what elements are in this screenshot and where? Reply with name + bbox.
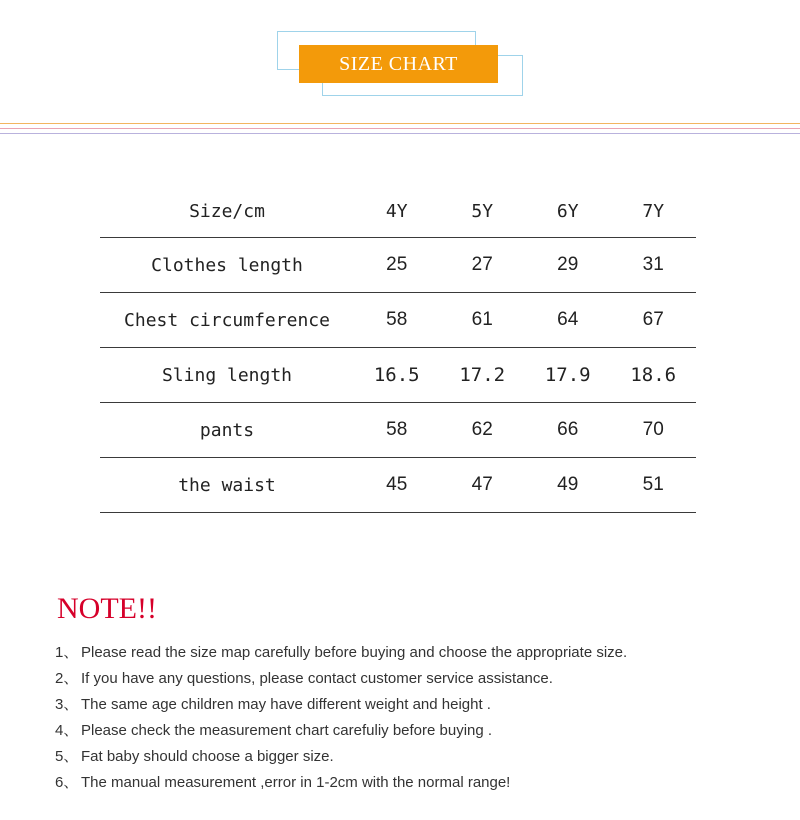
- table-row: [100, 348, 696, 403]
- cell-value: 51: [611, 458, 697, 513]
- note-text: Fat baby should choose a bigger size.: [81, 748, 334, 765]
- list-item: [55, 770, 627, 796]
- header-6y: 6Y: [525, 185, 611, 238]
- size-table: [100, 185, 696, 513]
- cell-value: 29: [525, 238, 611, 293]
- cell-value: 49: [525, 458, 611, 513]
- list-item: [55, 666, 627, 692]
- cell-value: 17.2: [440, 348, 526, 403]
- header-7y: 7Y: [611, 185, 697, 238]
- note-text: Please read the size map carefully before buying and choose the appropriate size.: [81, 644, 628, 661]
- note-number: 5、: [55, 748, 79, 765]
- note-number: 3、: [55, 696, 79, 713]
- note-text: The same age children may have different weight and height .: [81, 696, 491, 713]
- row-label: Chest circumference: [100, 293, 354, 348]
- header-size-cm: Size/cm: [100, 185, 354, 238]
- cell-value: 16.5: [354, 348, 440, 403]
- list-item: [55, 692, 627, 718]
- size-chart-title: SIZE CHART: [299, 45, 498, 83]
- cell-value: 27: [440, 238, 526, 293]
- row-label: pants: [100, 403, 354, 458]
- cell-value: 17.9: [525, 348, 611, 403]
- divider-stripe-lavender: [0, 133, 800, 134]
- row-label: Sling length: [100, 348, 354, 403]
- list-item: [55, 718, 627, 744]
- row-label: the waist: [100, 458, 354, 513]
- cell-value: 61: [440, 293, 526, 348]
- cell-value: 58: [354, 403, 440, 458]
- cell-value: 64: [525, 293, 611, 348]
- header-5y: 5Y: [440, 185, 526, 238]
- divider-stripe-orange: [0, 123, 800, 124]
- cell-value: 62: [440, 403, 526, 458]
- note-list: [55, 640, 627, 796]
- cell-value: 31: [611, 238, 697, 293]
- note-number: 6、: [55, 774, 79, 791]
- note-number: 1、: [55, 644, 79, 661]
- list-item: [55, 640, 627, 666]
- cell-value: 25: [354, 238, 440, 293]
- divider-stripe-pink: [0, 128, 800, 129]
- cell-value: 18.6: [611, 348, 697, 403]
- cell-value: 47: [440, 458, 526, 513]
- cell-value: 58: [354, 293, 440, 348]
- cell-value: 67: [611, 293, 697, 348]
- note-text: Please check the measurement chart carefuliy before buying .: [81, 722, 493, 739]
- note-text: If you have any questions, please contact customer service assistance.: [81, 670, 553, 687]
- row-label: Clothes length: [100, 238, 354, 293]
- note-number: 4、: [55, 722, 79, 739]
- table-header-row: [100, 185, 696, 238]
- header-4y: 4Y: [354, 185, 440, 238]
- list-item: [55, 744, 627, 770]
- note-title: NOTE!!: [57, 592, 157, 625]
- note-text: The manual measurement ,error in 1-2cm with the normal range!: [81, 774, 511, 791]
- table-row: [100, 238, 696, 293]
- cell-value: 66: [525, 403, 611, 458]
- table-row: [100, 458, 696, 513]
- note-number: 2、: [55, 670, 79, 687]
- cell-value: 70: [611, 403, 697, 458]
- table-row: [100, 293, 696, 348]
- table-row: [100, 403, 696, 458]
- cell-value: 45: [354, 458, 440, 513]
